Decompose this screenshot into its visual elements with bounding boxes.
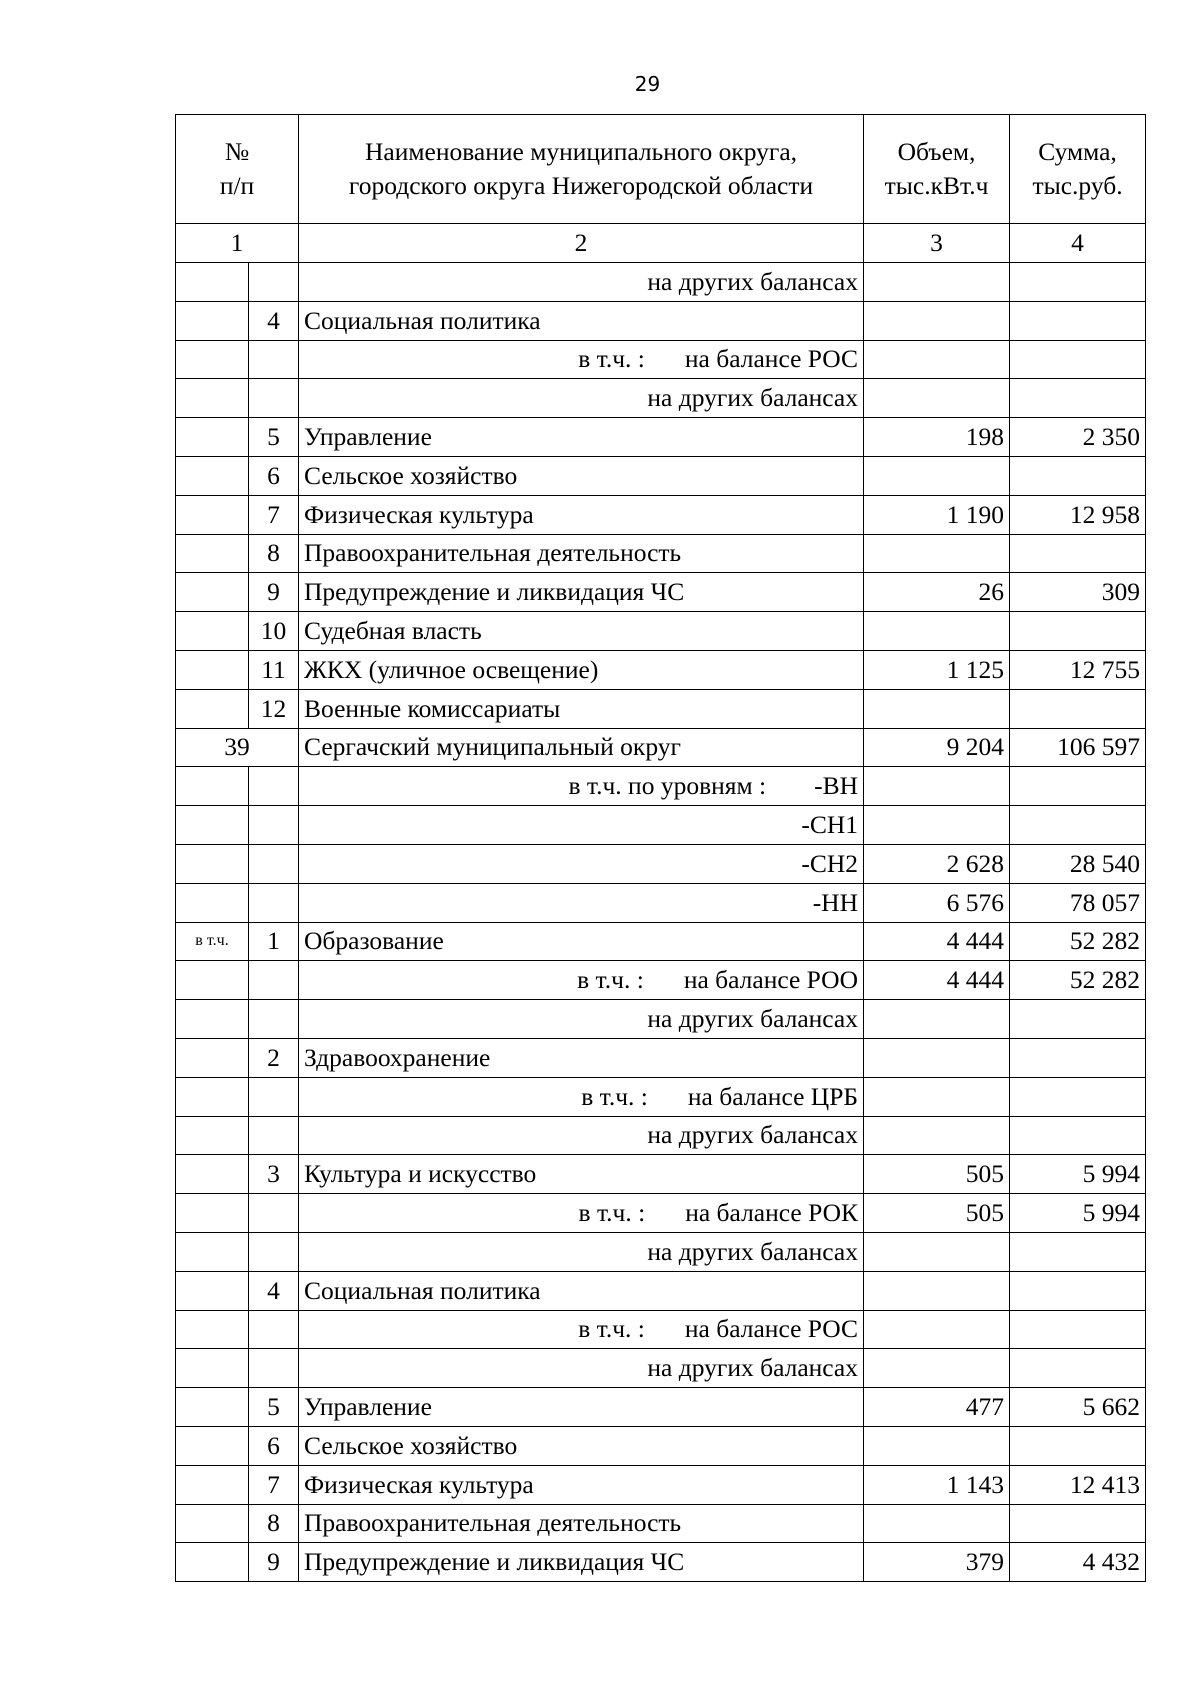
sum-cell: 78 057: [1010, 883, 1146, 922]
table-row: [176, 806, 1146, 845]
sum-cell: [1010, 1038, 1146, 1077]
volume-cell: [864, 1038, 1010, 1077]
group-label-cell: [176, 844, 249, 883]
column-number-4: 4: [1010, 224, 1146, 263]
table-row: [176, 1194, 1146, 1233]
name-cell: [299, 263, 864, 302]
item-number-cell: [249, 1310, 299, 1349]
item-number-cell: [249, 1349, 299, 1388]
item-number-cell: [249, 340, 299, 379]
header-num-line1: №: [224, 137, 250, 166]
sum-cell: 12 958: [1010, 495, 1146, 534]
group-label-cell: [176, 1349, 249, 1388]
volume-cell: [864, 1077, 1010, 1116]
header-num: [176, 115, 299, 224]
table-row: [176, 340, 1146, 379]
item-number-cell: [249, 806, 299, 845]
volume-cell: [864, 1271, 1010, 1310]
volume-cell: [864, 1116, 1010, 1155]
table-row: [176, 1155, 1146, 1194]
table-row: [176, 301, 1146, 340]
sum-cell: [1010, 1271, 1146, 1310]
group-label-cell: [176, 1388, 249, 1427]
sum-cell: [1010, 1000, 1146, 1039]
header-sum-line1: Сумма,: [1038, 137, 1117, 166]
volume-cell: [864, 1000, 1010, 1039]
name-text: Сельское хозяйство: [304, 460, 518, 490]
name-cell: [299, 1310, 864, 1349]
sum-cell: [1010, 1232, 1146, 1271]
table-row: [176, 379, 1146, 418]
name-cell: [299, 728, 864, 767]
name-prefix: в т.ч. :: [578, 344, 645, 374]
name-text: -СН2: [801, 848, 859, 878]
table-row: [176, 1504, 1146, 1543]
sum-cell: [1010, 1116, 1146, 1155]
table-row: [176, 922, 1146, 961]
group-label-cell: [176, 1038, 249, 1077]
header-volume-line1: Объем,: [897, 137, 976, 166]
name-cell: [299, 1426, 864, 1465]
sum-cell: 2 350: [1010, 418, 1146, 457]
group-label-cell: [176, 263, 249, 302]
item-number-cell: [249, 379, 299, 418]
group-label-cell: [176, 767, 249, 806]
item-number-cell: [249, 844, 299, 883]
name-prefix: в т.ч. :: [581, 1081, 648, 1111]
sum-cell: 5 994: [1010, 1194, 1146, 1233]
name-cell: [299, 418, 864, 457]
table-row: [176, 728, 1146, 767]
table-row: [176, 1349, 1146, 1388]
volume-cell: [864, 767, 1010, 806]
item-number-cell: [249, 961, 299, 1000]
name-cell: [299, 1038, 864, 1077]
group-label-cell: [176, 1232, 249, 1271]
name-text: Культура и искусство: [304, 1159, 537, 1189]
sum-cell: 52 282: [1010, 922, 1146, 961]
sum-cell: [1010, 456, 1146, 495]
volume-cell: [864, 340, 1010, 379]
name-cell: [299, 1194, 864, 1233]
group-label-cell: [176, 456, 249, 495]
item-number-cell: [249, 1000, 299, 1039]
name-text: Сельское хозяйство: [304, 1430, 518, 1460]
page-number: 29: [634, 72, 661, 96]
item-number-cell: 5: [249, 418, 299, 457]
header-volume: [864, 115, 1010, 224]
table-row: [176, 1271, 1146, 1310]
group-label-cell: в т.ч.: [176, 922, 249, 961]
name-prefix: в т.ч. :: [577, 965, 644, 995]
group-label-cell: [176, 961, 249, 1000]
name-cell: [299, 1465, 864, 1504]
volume-cell: 4 444: [864, 961, 1010, 1000]
volume-cell: 505: [864, 1194, 1010, 1233]
district-number: 39: [176, 728, 299, 767]
name-cell: [299, 534, 864, 573]
item-number-cell: 3: [249, 1155, 299, 1194]
name-text: Военные комиссариаты: [304, 693, 561, 723]
name-cell: [299, 379, 864, 418]
sum-cell: 4 432: [1010, 1543, 1146, 1582]
table-row: [176, 612, 1146, 651]
name-text: на других балансах: [647, 1353, 859, 1383]
group-label-cell: [176, 1426, 249, 1465]
group-label-cell: [176, 1543, 249, 1582]
name-cell: [299, 1349, 864, 1388]
table-row: [176, 573, 1146, 612]
header-sum-line2: тыс.руб.: [1032, 171, 1123, 200]
name-text: Предупреждение и ликвидация ЧС: [304, 1547, 685, 1577]
volume-cell: 1 143: [864, 1465, 1010, 1504]
sum-cell: [1010, 612, 1146, 651]
header-volume-line2: тыс.кВт.ч: [884, 171, 989, 200]
volume-cell: 1 125: [864, 650, 1010, 689]
header-name-line2: городского округа Нижегородской области: [348, 171, 814, 200]
table-row: [176, 883, 1146, 922]
name-text: на других балансах: [647, 1236, 859, 1266]
column-number-row: [176, 224, 1146, 263]
item-number-cell: [249, 263, 299, 302]
name-cell: [299, 689, 864, 728]
name-text: Правоохранительная деятельность: [304, 1508, 682, 1538]
group-label-cell: [176, 1116, 249, 1155]
name-text: на балансе ЦРБ: [687, 1081, 859, 1111]
volume-cell: 26: [864, 573, 1010, 612]
name-prefix: в т.ч. по уровням :: [568, 771, 767, 801]
table-row: [176, 1543, 1146, 1582]
volume-cell: [864, 1426, 1010, 1465]
name-prefix: в т.ч. :: [578, 1314, 645, 1344]
sum-cell: [1010, 689, 1146, 728]
name-cell: [299, 573, 864, 612]
name-text: на балансе РОК: [685, 1198, 859, 1228]
table-header-row: [176, 115, 1146, 224]
volume-cell: [864, 263, 1010, 302]
name-cell: [299, 340, 864, 379]
volume-cell: [864, 1349, 1010, 1388]
name-cell: [299, 844, 864, 883]
group-label-cell: [176, 1077, 249, 1116]
name-text: на других балансах: [647, 383, 859, 413]
table-row: [176, 650, 1146, 689]
group-label-cell: [176, 612, 249, 651]
volume-cell: 6 576: [864, 883, 1010, 922]
volume-cell: 2 628: [864, 844, 1010, 883]
name-cell: [299, 883, 864, 922]
group-label-cell: [176, 1194, 249, 1233]
table-row: [176, 1038, 1146, 1077]
item-number-cell: [249, 1232, 299, 1271]
name-prefix: в т.ч. :: [578, 1198, 646, 1228]
table-row: [176, 263, 1146, 302]
item-number-cell: 5: [249, 1388, 299, 1427]
group-label-cell: [176, 650, 249, 689]
table-row: [176, 534, 1146, 573]
name-text: на других балансах: [647, 266, 859, 296]
item-number-cell: 2: [249, 1038, 299, 1077]
name-text: -НН: [812, 887, 859, 917]
table-row: [176, 1232, 1146, 1271]
item-number-cell: [249, 1194, 299, 1233]
sum-cell: [1010, 301, 1146, 340]
name-text: на балансе РОС: [684, 344, 859, 374]
name-cell: [299, 806, 864, 845]
name-cell: [299, 456, 864, 495]
item-number-cell: 1: [249, 922, 299, 961]
name-text: на балансе РОО: [683, 965, 859, 995]
name-cell: [299, 1271, 864, 1310]
name-text: Образование: [304, 926, 444, 956]
group-label-cell: [176, 379, 249, 418]
table-row: [176, 1465, 1146, 1504]
consumption-table: [175, 114, 1146, 1582]
name-text: Социальная политика: [304, 1275, 541, 1305]
sum-cell: [1010, 379, 1146, 418]
item-number-cell: 11: [249, 650, 299, 689]
name-text: Сергачский муниципальный округ: [304, 732, 681, 762]
header-sum: [1010, 115, 1146, 224]
table-row: [176, 495, 1146, 534]
name-cell: [299, 961, 864, 1000]
name-text: -СН1: [801, 810, 859, 840]
item-number-cell: 4: [249, 1271, 299, 1310]
header-num-line2: п/п: [219, 171, 255, 200]
column-number-3: 3: [864, 224, 1010, 263]
header-name-line1: Наименование муниципального округа,: [364, 137, 798, 166]
name-cell: [299, 767, 864, 806]
table-row: [176, 767, 1146, 806]
item-number-cell: 6: [249, 1426, 299, 1465]
table-row: [176, 456, 1146, 495]
sum-cell: 52 282: [1010, 961, 1146, 1000]
name-cell: [299, 922, 864, 961]
group-label-cell: [176, 806, 249, 845]
name-text: Здравоохранение: [304, 1042, 491, 1072]
name-cell: [299, 1504, 864, 1543]
sum-cell: 5 994: [1010, 1155, 1146, 1194]
item-number-cell: 8: [249, 1504, 299, 1543]
volume-cell: [864, 1232, 1010, 1271]
sum-cell: [1010, 534, 1146, 573]
volume-cell: [864, 379, 1010, 418]
sum-cell: [1010, 340, 1146, 379]
name-text: Предупреждение и ликвидация ЧС: [304, 577, 685, 607]
item-number-cell: 6: [249, 456, 299, 495]
table-row: [176, 1310, 1146, 1349]
volume-cell: 1 190: [864, 495, 1010, 534]
item-number-cell: 9: [249, 573, 299, 612]
group-label-cell: [176, 1000, 249, 1039]
table-row: [176, 1426, 1146, 1465]
volume-cell: [864, 456, 1010, 495]
table-row: [176, 1000, 1146, 1039]
sum-cell: 106 597: [1010, 728, 1146, 767]
table-row: [176, 1077, 1146, 1116]
volume-cell: 198: [864, 418, 1010, 457]
volume-cell: [864, 534, 1010, 573]
name-cell: [299, 1000, 864, 1039]
name-cell: [299, 495, 864, 534]
name-cell: [299, 1077, 864, 1116]
item-number-cell: 10: [249, 612, 299, 651]
sum-cell: 28 540: [1010, 844, 1146, 883]
item-number-cell: 7: [249, 1465, 299, 1504]
name-cell: [299, 612, 864, 651]
sum-cell: 5 662: [1010, 1388, 1146, 1427]
name-text: ЖКХ (уличное освещение): [304, 654, 599, 684]
sum-cell: 12 755: [1010, 650, 1146, 689]
header-name: [299, 115, 864, 224]
group-label-cell: [176, 495, 249, 534]
volume-cell: 9 204: [864, 728, 1010, 767]
name-text: Социальная политика: [304, 305, 541, 335]
group-label-cell: [176, 1271, 249, 1310]
volume-cell: [864, 689, 1010, 728]
volume-cell: [864, 1504, 1010, 1543]
group-label-cell: [176, 301, 249, 340]
group-label-cell: [176, 534, 249, 573]
name-text: Управление: [304, 422, 432, 452]
group-label-cell: [176, 340, 249, 379]
volume-cell: 505: [864, 1155, 1010, 1194]
name-cell: [299, 1543, 864, 1582]
name-text: Правоохранительная деятельность: [304, 538, 682, 568]
sum-cell: [1010, 1349, 1146, 1388]
group-label-cell: [176, 1155, 249, 1194]
table-row: [176, 844, 1146, 883]
volume-cell: 4 444: [864, 922, 1010, 961]
table-row: [176, 1116, 1146, 1155]
sum-cell: 309: [1010, 573, 1146, 612]
name-cell: [299, 1155, 864, 1194]
name-cell: [299, 1232, 864, 1271]
item-number-cell: 7: [249, 495, 299, 534]
name-text: Управление: [304, 1392, 432, 1421]
item-number-cell: 12: [249, 689, 299, 728]
column-number-1: 1: [176, 224, 299, 263]
volume-cell: [864, 301, 1010, 340]
item-number-cell: [249, 1077, 299, 1116]
sum-cell: [1010, 263, 1146, 302]
sum-cell: [1010, 1426, 1146, 1465]
volume-cell: [864, 612, 1010, 651]
name-text: на балансе РОС: [684, 1314, 859, 1344]
group-label-cell: [176, 883, 249, 922]
sum-cell: [1010, 1310, 1146, 1349]
item-number-cell: [249, 767, 299, 806]
group-label-cell: [176, 1465, 249, 1504]
name-text: Судебная власть: [304, 616, 482, 646]
name-text: Физическая культура: [304, 499, 534, 529]
table-row: [176, 961, 1146, 1000]
group-label-cell: [176, 573, 249, 612]
name-cell: [299, 1116, 864, 1155]
column-number-2: 2: [299, 224, 864, 263]
name-text: на других балансах: [647, 1120, 859, 1150]
sum-cell: [1010, 1504, 1146, 1543]
item-number-cell: [249, 1116, 299, 1155]
name-cell: [299, 1388, 864, 1427]
group-label-cell: [176, 418, 249, 457]
sum-cell: [1010, 1077, 1146, 1116]
group-label-cell: [176, 689, 249, 728]
name-text: на других балансах: [647, 1004, 859, 1034]
item-number-cell: [249, 883, 299, 922]
name-text: -ВН: [814, 771, 859, 801]
table-row: [176, 1388, 1146, 1427]
item-number-cell: 9: [249, 1543, 299, 1582]
table-row: [176, 418, 1146, 457]
name-text: Физическая культура: [304, 1469, 534, 1499]
group-label-cell: [176, 1504, 249, 1543]
volume-cell: 477: [864, 1388, 1010, 1427]
item-number-cell: 4: [249, 301, 299, 340]
sum-cell: [1010, 767, 1146, 806]
volume-cell: 379: [864, 1543, 1010, 1582]
sum-cell: [1010, 806, 1146, 845]
item-number-cell: 8: [249, 534, 299, 573]
name-cell: [299, 301, 864, 340]
volume-cell: [864, 1310, 1010, 1349]
name-cell: [299, 650, 864, 689]
volume-cell: [864, 806, 1010, 845]
table-row: [176, 689, 1146, 728]
sum-cell: 12 413: [1010, 1465, 1146, 1504]
group-label-cell: [176, 1310, 249, 1349]
table-body: [176, 115, 1146, 1582]
